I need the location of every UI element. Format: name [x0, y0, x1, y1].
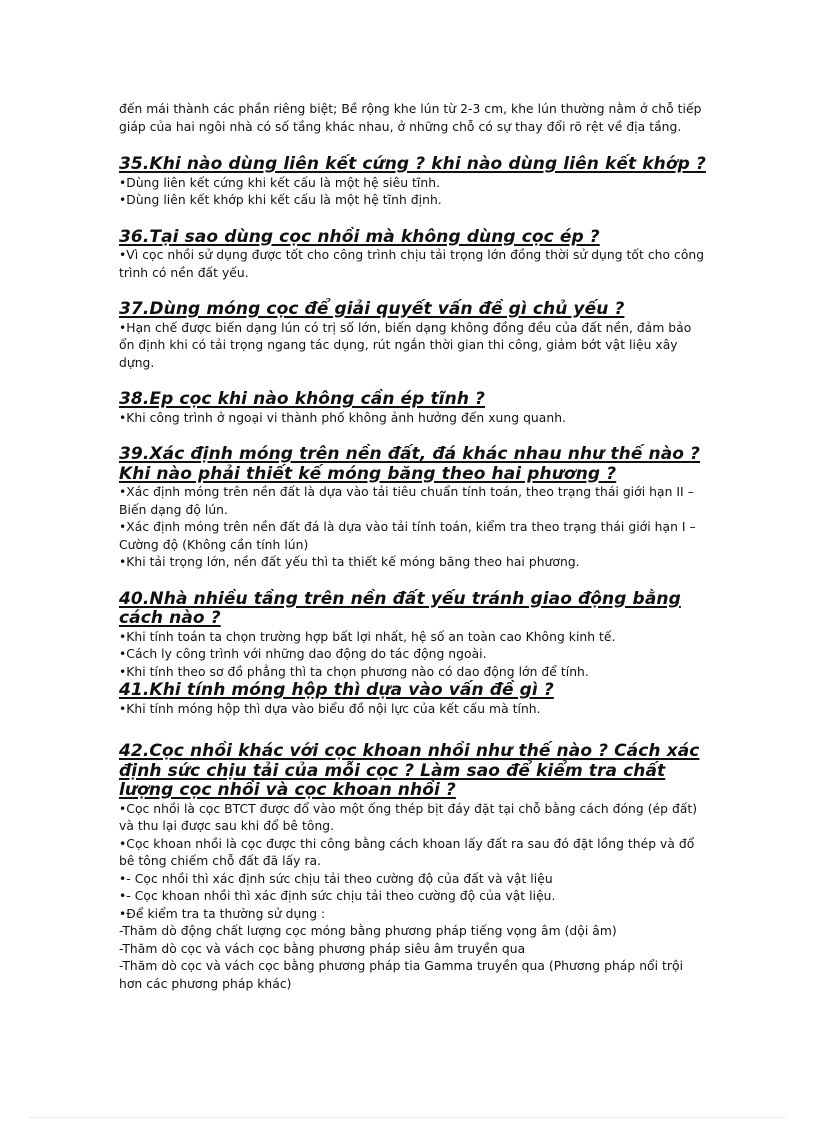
question-42-title: 42.Cọc nhồi khác với cọc khoan nhồi như thế nào ? Cách xác định sức chịu tải của mỗi cọc ? Làm sao để kiểm tra chất lượng cọc nhồi và cọc khoan nhồi ?	[119, 741, 700, 800]
question-39-title: 39.Xác định móng trên nền đất, đá khác nhau như thế nào ? Khi nào phải thiết kế móng băng theo hai phương ?	[119, 444, 701, 484]
question-42-answer-8: -Thăm dò cọc và vách cọc bằng phương pháp tia Gamma truyền qua (Phương pháp nổi trội hơn các phương pháp khác)	[119, 959, 684, 991]
page-bottom-divider	[30, 1117, 786, 1118]
question-41-title: 41.Khi tính móng hộp thì dựa vào vấn đề gì ?	[119, 680, 554, 700]
question-36-answer-1: •Vì cọc nhồi sử dụng được tốt cho công trình chịu tải trọng lớn đồng thời sử dụng tốt cho công trình có nền đất yếu.	[119, 248, 705, 280]
question-36-title: 36.Tại sao dùng cọc nhồi mà không dùng cọc ép ?	[119, 226, 600, 247]
question-38-answer-1: •Khi công trình ở ngoại vi thành phố không ảnh hưởng đến xung quanh.	[119, 410, 566, 425]
question-41-answer-1: •Khi tính móng hộp thì dựa vào biểu đồ nội lực của kết cấu mà tính.	[119, 701, 541, 716]
question-42-answer-5: •Để kiểm tra ta thường sử dụng :	[119, 906, 326, 921]
question-35-answer-2: •Dùng liên kết khớp khi kết cấu là một hệ tĩnh định.	[119, 193, 442, 207]
question-35-title: 35.Khi nào dùng liên kết cứng ? khi nào dùng liên kết khớp ?	[119, 154, 706, 174]
question-42-answer-4: •- Cọc khoan nhồi thì xác định sức chịu tải theo cường độ của vật liệu.	[119, 889, 556, 903]
question-37-title: 37.Dùng móng cọc để giải quyết vấn đề gì chủ yếu ?	[119, 299, 625, 319]
question-37-answer-1: •Hạn chế được biến dạng lún có trị số lớn, biến dạng không đồng đều của đất nền, đảm bảo ổn định khi có tải trọng ngang tác dụng, rút ngắn thời gian thi công, giảm bớt vật liệu xây dựng.	[119, 320, 692, 370]
question-40-answer-2: •Cách ly công trình với những dao động do tác động ngoài.	[119, 647, 487, 661]
question-42-answer-1: •Cọc nhồi là cọc BTCT được đổ vào một ống thép bịt đáy đặt tại chỗ bằng cách đóng (ép đất) và thu lại được sau khi đổ bê tông.	[119, 801, 698, 833]
question-42-answer-6: -Thăm dò động chất lượng cọc móng bằng phương pháp tiếng vọng âm (dội âm)	[119, 924, 617, 938]
question-40-answer-1: •Khi tính toán ta chọn trường hợp bất lợi nhất, hệ số an toàn cao Không kinh tế.	[119, 629, 616, 644]
question-39-answer-1: •Xác định móng trên nền đất là dựa vào tải tiêu chuẩn tính toán, theo trạng thái giới hạn II – Biến dạng độ lún.	[119, 485, 694, 517]
question-40-title: 40.Nhà nhiều tầng trên nền đất yếu tránh giao động bằng cách nào ?	[119, 588, 681, 628]
question-42-answer-3: •- Cọc nhồi thì xác định sức chịu tải theo cường độ của đất và vật liệu	[119, 871, 553, 886]
question-40-answer-3: •Khi tính theo sơ đồ phẳng thì ta chọn phương nào có dao động lớn để tính.	[119, 664, 589, 679]
question-42-answer-2: •Cọc khoan nhồi là cọc được thi công bằng cách khoan lấy đất ra sau đó đặt lồng thép và đổ bê tông chiếm chỗ đất đã lấy ra.	[119, 836, 695, 868]
question-39-answer-3: •Khi tải trọng lớn, nền đất yếu thì ta thiết kế móng băng theo hai phương.	[119, 555, 580, 569]
question-38-title: 38.Ep cọc khi nào không cần ép tĩnh ?	[119, 389, 485, 409]
question-39-answer-2: •Xác định móng trên nền đất đá là dựa vào tải tính toán, kiểm tra theo trạng thái giới hạn I – Cường độ (Không cần tính lún)	[119, 520, 696, 552]
question-35-answer-1: •Dùng liên kết cứng khi kết cấu là một hệ siêu tĩnh.	[119, 175, 441, 190]
intro-paragraph: đến mái thành các phần riêng biệt; Bề rộng khe lún từ 2-3 cm, khe lún thường nằm ở chỗ tiếp giáp của hai ngôi nhà có số tầng khác nhau, ở những chỗ có sự thay đổi rõ rệt về địa tầng.	[119, 102, 702, 134]
question-42-answer-7: -Thăm dò cọc và vách cọc bằng phương pháp siêu âm truyền qua	[119, 941, 526, 956]
document-page	[119, 101, 709, 993]
